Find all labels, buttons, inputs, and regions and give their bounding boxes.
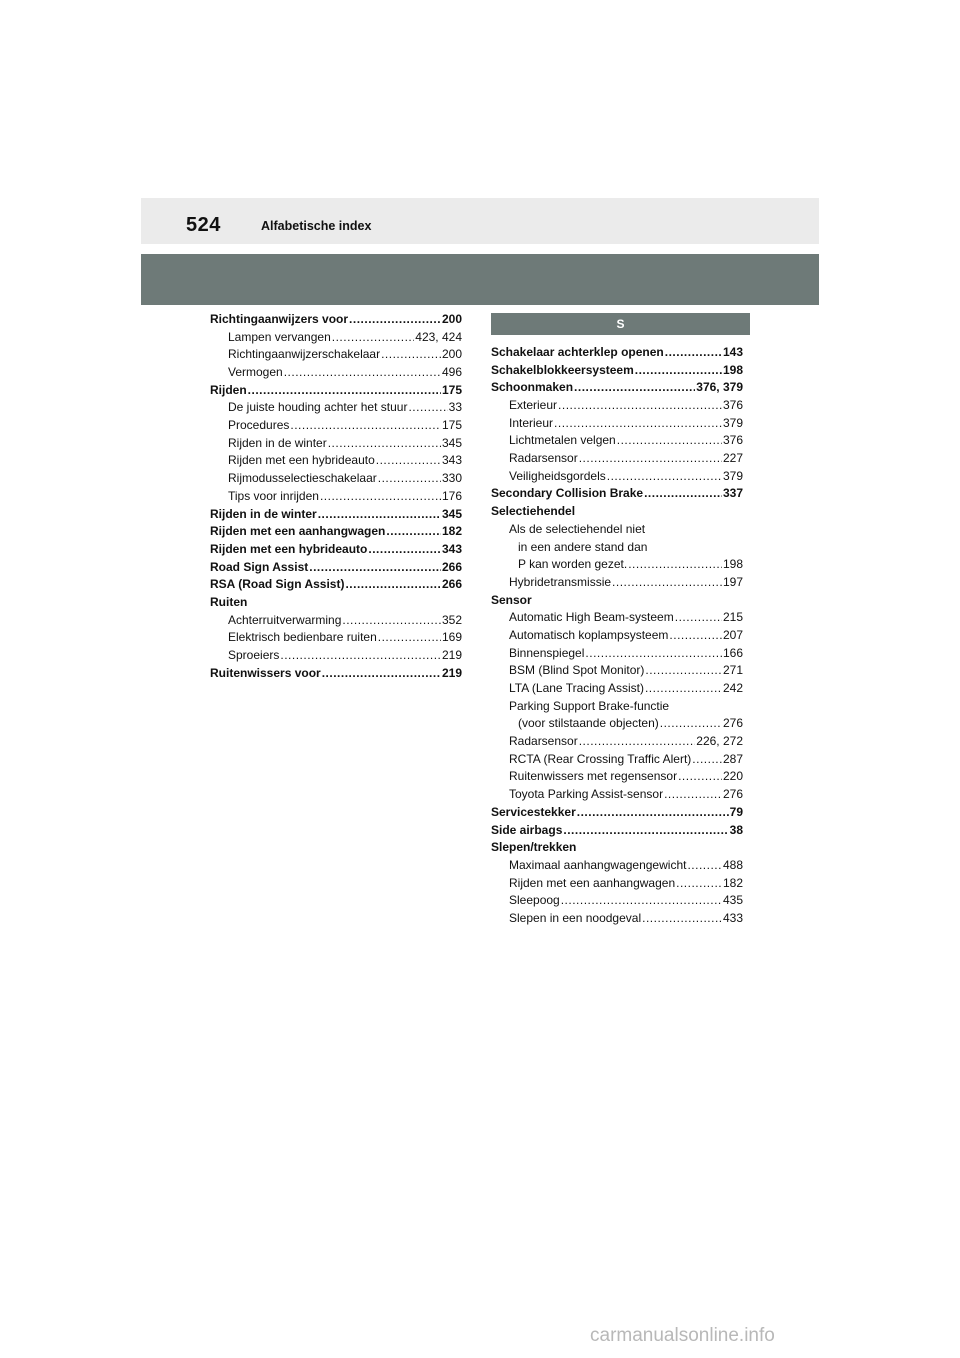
entry-page-number: 198 bbox=[722, 557, 743, 572]
index-entry bbox=[210, 647, 462, 665]
entry-label: RCTA (Rear Crossing Traffic Alert) bbox=[509, 751, 692, 766]
index-column-left bbox=[210, 311, 462, 682]
entry-label: Rijden met een hybrideauto bbox=[228, 453, 375, 468]
leader-dots bbox=[692, 751, 722, 769]
entry-label: Elektrisch bedienbare ruiten bbox=[228, 630, 377, 645]
leader-dots bbox=[579, 733, 696, 751]
entry-page-number: 266 bbox=[441, 577, 462, 592]
leader-dots bbox=[284, 364, 441, 382]
entry-page-number: 197 bbox=[722, 574, 743, 589]
leader-dots bbox=[554, 415, 722, 433]
entry-label: Parking Support Brake-functie bbox=[509, 698, 670, 713]
entry-page-number: 345 bbox=[441, 435, 462, 450]
index-entry bbox=[491, 539, 743, 557]
leader-dots bbox=[635, 362, 722, 380]
leader-dots bbox=[381, 346, 441, 364]
entry-label: in een andere stand dan bbox=[518, 539, 648, 554]
entry-page-number: 376 bbox=[722, 398, 743, 413]
index-entry bbox=[491, 822, 743, 840]
entry-page-number: 271 bbox=[722, 663, 743, 678]
header-band bbox=[141, 198, 819, 244]
leader-dots bbox=[328, 435, 441, 453]
entry-page-number: 345 bbox=[441, 506, 462, 521]
entry-label: Rijden bbox=[210, 382, 247, 397]
entry-label: Rijden met een hybrideauto bbox=[210, 541, 368, 556]
entry-label: Radarsensor bbox=[509, 451, 578, 466]
entry-page-number: 242 bbox=[722, 681, 743, 696]
entry-page-number: 343 bbox=[441, 541, 462, 556]
entry-page-number: 176 bbox=[441, 488, 462, 503]
entry-page-number: 330 bbox=[441, 471, 462, 486]
entry-page-number: 169 bbox=[441, 630, 462, 645]
index-entry bbox=[491, 627, 743, 645]
entry-label: Achterruitverwarming bbox=[228, 612, 342, 627]
leader-dots bbox=[617, 432, 722, 450]
entry-page-number: 435 bbox=[722, 893, 743, 908]
leader-dots bbox=[628, 556, 722, 574]
index-entry bbox=[210, 311, 462, 329]
entry-page-number: 215 bbox=[722, 610, 743, 625]
index-entry bbox=[210, 594, 462, 612]
entry-label: Automatic High Beam-systeem bbox=[509, 610, 674, 625]
entry-label: Interieur bbox=[509, 415, 554, 430]
leader-dots bbox=[574, 379, 695, 397]
entry-label: Richtingaanwijzers voor bbox=[210, 311, 349, 326]
index-entry bbox=[210, 453, 462, 471]
entry-page-number: 33 bbox=[448, 400, 462, 415]
leader-dots bbox=[642, 910, 722, 928]
index-entry bbox=[491, 432, 743, 450]
entry-page-number: 182 bbox=[441, 524, 462, 539]
index-entry bbox=[491, 415, 743, 433]
entry-label: Secondary Collision Brake bbox=[491, 486, 644, 501]
index-entry bbox=[210, 346, 462, 364]
entry-page-number: 219 bbox=[441, 648, 462, 663]
entry-page-number: 376, 379 bbox=[696, 380, 743, 395]
leader-dots bbox=[378, 629, 441, 647]
index-entry bbox=[210, 576, 462, 594]
index-entry bbox=[210, 417, 462, 435]
leader-dots bbox=[645, 662, 722, 680]
leader-dots bbox=[678, 768, 722, 786]
index-entry bbox=[210, 364, 462, 382]
entry-page-number: 79 bbox=[729, 804, 743, 819]
entry-page-number: 379 bbox=[722, 415, 743, 430]
entry-page-number: 488 bbox=[722, 857, 743, 872]
index-entry bbox=[210, 559, 462, 577]
index-entry bbox=[491, 857, 743, 875]
entry-page-number: 496 bbox=[441, 365, 462, 380]
index-entry bbox=[210, 488, 462, 506]
page-number: 524 bbox=[186, 214, 221, 236]
index-entry bbox=[210, 523, 462, 541]
leader-dots bbox=[248, 382, 441, 400]
entry-label: Sproeiers bbox=[228, 648, 280, 663]
entry-label: Schoonmaken bbox=[491, 380, 574, 395]
index-entry bbox=[210, 329, 462, 347]
entry-label: Binnenspiegel bbox=[509, 645, 585, 660]
entry-page-number: 166 bbox=[722, 645, 743, 660]
entry-label: Rijmodusselectieschakelaar bbox=[228, 471, 377, 486]
index-entry bbox=[210, 541, 462, 559]
leader-dots bbox=[612, 574, 722, 592]
entry-label: Maximaal aanhangwagengewicht bbox=[509, 857, 687, 872]
leader-dots bbox=[320, 488, 441, 506]
leader-dots bbox=[349, 311, 441, 329]
entry-page-number: 182 bbox=[722, 875, 743, 890]
entry-label: RSA (Road Sign Assist) bbox=[210, 577, 345, 592]
entry-label: Lichtmetalen velgen bbox=[509, 433, 616, 448]
index-entry bbox=[491, 362, 743, 380]
entry-page-number: 143 bbox=[722, 344, 743, 359]
leader-dots bbox=[332, 329, 415, 347]
leader-dots bbox=[665, 344, 722, 362]
leader-dots bbox=[558, 397, 722, 415]
entry-page-number: 376 bbox=[722, 433, 743, 448]
entry-label: Selectiehendel bbox=[491, 504, 576, 519]
entry-page-number: 343 bbox=[441, 453, 462, 468]
leader-dots bbox=[577, 804, 729, 822]
letter-heading: S bbox=[491, 313, 750, 335]
entry-page-number: 337 bbox=[722, 486, 743, 501]
entry-label: Road Sign Assist bbox=[210, 559, 309, 574]
entry-label: Veiligheidsgordels bbox=[509, 468, 606, 483]
entry-label: Automatisch koplampsysteem bbox=[509, 627, 669, 642]
entry-label: Ruitenwissers voor bbox=[210, 665, 321, 680]
entry-page-number: 266 bbox=[441, 559, 462, 574]
entry-page-number: 352 bbox=[441, 612, 462, 627]
entry-page-number: 276 bbox=[722, 787, 743, 802]
entry-page-number: 276 bbox=[722, 716, 743, 731]
index-entry bbox=[210, 665, 462, 683]
leader-dots bbox=[563, 822, 728, 840]
index-entry bbox=[491, 839, 743, 857]
entry-page-number: 379 bbox=[722, 468, 743, 483]
index-entry bbox=[491, 556, 743, 574]
index-entry bbox=[210, 382, 462, 400]
leader-dots bbox=[408, 399, 447, 417]
entry-label: Exterieur bbox=[509, 398, 558, 413]
index-entry bbox=[491, 486, 743, 504]
entry-label: Radarsensor bbox=[509, 734, 578, 749]
leader-dots bbox=[378, 470, 441, 488]
leader-dots bbox=[376, 452, 441, 470]
index-entry bbox=[491, 503, 743, 521]
leader-dots bbox=[607, 468, 722, 486]
entry-label: (voor stilstaande objecten) bbox=[518, 716, 659, 731]
entry-label: Rijden in de winter bbox=[210, 506, 317, 521]
index-entry bbox=[210, 470, 462, 488]
entry-page-number: 226, 272 bbox=[696, 734, 743, 749]
leader-dots bbox=[386, 523, 441, 541]
entry-page-number: 175 bbox=[441, 418, 462, 433]
entry-page-number: 200 bbox=[441, 311, 462, 326]
index-entry bbox=[491, 715, 743, 733]
leader-dots bbox=[676, 875, 722, 893]
index-entry bbox=[210, 612, 462, 630]
index-entry bbox=[210, 399, 462, 417]
index-entry bbox=[491, 574, 743, 592]
entry-page-number: 423, 424 bbox=[415, 329, 462, 344]
leader-dots bbox=[345, 576, 441, 594]
leader-dots bbox=[675, 609, 722, 627]
entry-page-number: 38 bbox=[729, 822, 743, 837]
watermark: carmanualsonline.info bbox=[590, 1325, 775, 1346]
entry-label: Toyota Parking Assist-sensor bbox=[509, 787, 664, 802]
entry-label: Schakelblokkeersysteem bbox=[491, 362, 634, 377]
entry-page-number: 219 bbox=[441, 665, 462, 680]
index-entry bbox=[491, 592, 743, 610]
index-entry bbox=[210, 629, 462, 647]
index-entry bbox=[491, 875, 743, 893]
leader-dots bbox=[342, 612, 441, 630]
index-entry bbox=[491, 751, 743, 769]
leader-dots bbox=[561, 892, 722, 910]
entry-label: Vermogen bbox=[228, 365, 283, 380]
leader-dots bbox=[644, 485, 722, 503]
entry-label: Procedures bbox=[228, 418, 290, 433]
entry-label: Sensor bbox=[491, 592, 532, 607]
index-entry bbox=[210, 506, 462, 524]
leader-dots bbox=[660, 715, 722, 733]
decorative-band bbox=[141, 254, 819, 305]
entry-page-number: 227 bbox=[722, 451, 743, 466]
leader-dots bbox=[687, 857, 722, 875]
leader-dots bbox=[368, 541, 441, 559]
entry-label: Side airbags bbox=[491, 822, 563, 837]
index-entry bbox=[491, 645, 743, 663]
entry-label: Rijden in de winter bbox=[228, 435, 327, 450]
entry-label: Slepen/trekken bbox=[491, 840, 577, 855]
index-entry bbox=[491, 609, 743, 627]
entry-label: Richtingaanwijzerschakelaar bbox=[228, 347, 381, 362]
entry-label: De juiste houding achter het stuur bbox=[228, 400, 408, 415]
leader-dots bbox=[309, 559, 441, 577]
entry-label: Ruitenwissers met regensensor bbox=[509, 769, 678, 784]
entry-page-number: 198 bbox=[722, 362, 743, 377]
index-entry bbox=[491, 662, 743, 680]
entry-label: BSM (Blind Spot Monitor) bbox=[509, 663, 645, 678]
section-title: Alfabetische index bbox=[261, 219, 372, 233]
entry-label: Rijden met een aanhangwagen bbox=[210, 524, 386, 539]
index-entry bbox=[491, 804, 743, 822]
entry-label: Schakelaar achterklep openen bbox=[491, 344, 664, 359]
entry-page-number: 287 bbox=[722, 751, 743, 766]
index-entry bbox=[491, 397, 743, 415]
entry-label: Tips voor inrijden bbox=[228, 488, 319, 503]
leader-dots bbox=[664, 786, 722, 804]
entry-label: Slepen in een noodgeval bbox=[509, 910, 642, 925]
leader-dots bbox=[585, 645, 722, 663]
entry-page-number: 220 bbox=[722, 769, 743, 784]
index-entries-s bbox=[491, 344, 743, 928]
index-entry bbox=[491, 379, 743, 397]
index-entry bbox=[491, 769, 743, 787]
index-entry bbox=[491, 450, 743, 468]
entry-label: LTA (Lane Tracing Assist) bbox=[509, 681, 644, 696]
entry-label: Ruiten bbox=[210, 594, 248, 609]
entry-label: P kan worden gezet. bbox=[518, 557, 628, 572]
index-column-right bbox=[491, 313, 743, 928]
entry-label: Als de selectiehendel niet bbox=[509, 521, 646, 536]
entry-label: Rijden met een aanhangwagen bbox=[509, 875, 676, 890]
entry-page-number: 175 bbox=[441, 382, 462, 397]
index-entry bbox=[491, 344, 743, 362]
index-entry bbox=[491, 910, 743, 928]
entry-page-number: 200 bbox=[441, 347, 462, 362]
entry-label: Hybridetransmissie bbox=[509, 574, 612, 589]
leader-dots bbox=[669, 627, 722, 645]
index-entry bbox=[491, 786, 743, 804]
index-entry bbox=[210, 435, 462, 453]
leader-dots bbox=[290, 417, 441, 435]
leader-dots bbox=[318, 506, 441, 524]
entry-label: Servicestekker bbox=[491, 804, 576, 819]
leader-dots bbox=[579, 450, 722, 468]
entry-label: Lampen vervangen bbox=[228, 329, 331, 344]
index-entry bbox=[491, 468, 743, 486]
entry-page-number: 433 bbox=[722, 910, 743, 925]
leader-dots bbox=[280, 647, 441, 665]
index-entry bbox=[491, 733, 743, 751]
index-entry bbox=[491, 892, 743, 910]
index-entry bbox=[491, 698, 743, 716]
entry-page-number: 207 bbox=[722, 627, 743, 642]
leader-dots bbox=[322, 665, 441, 683]
leader-dots bbox=[645, 680, 722, 698]
entry-label: Sleepoog bbox=[509, 893, 560, 908]
index-entry bbox=[491, 521, 743, 539]
index-entry bbox=[491, 680, 743, 698]
